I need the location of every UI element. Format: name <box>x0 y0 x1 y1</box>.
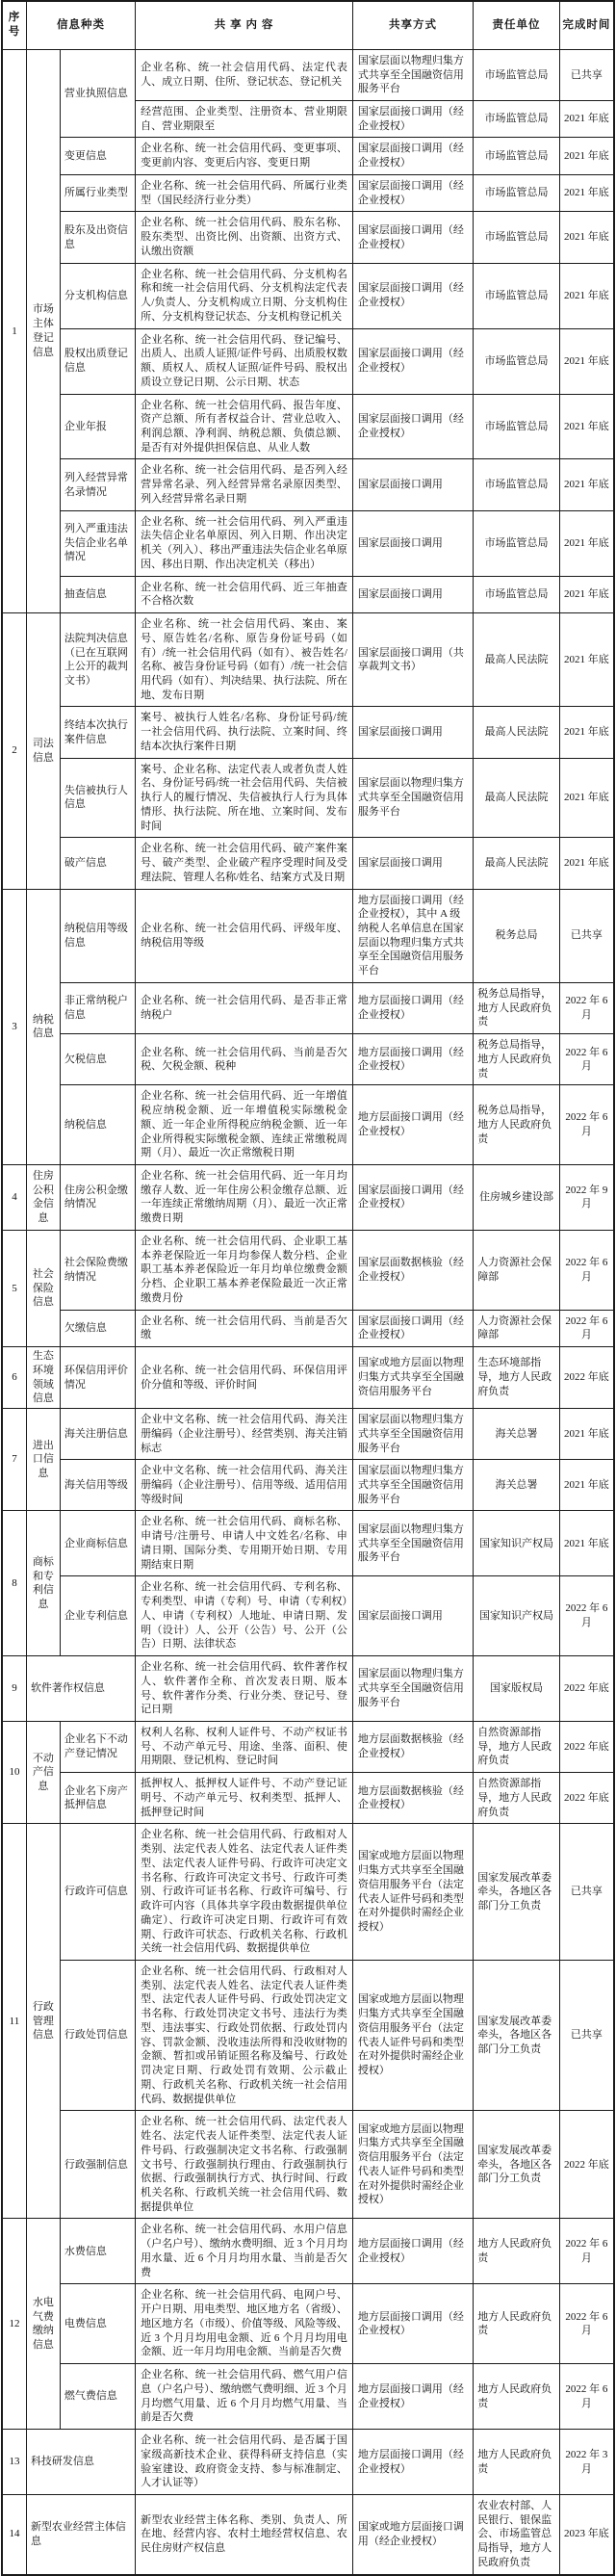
table-row <box>2 49 614 100</box>
info-type-cell: 营业执照信息 <box>60 49 135 138</box>
header-col-method: 共享方式 <box>352 1 473 49</box>
content-cell: 企业名称、统一社会信用代码、当前是否欠税、欠税金额、税种 <box>136 1034 353 1085</box>
unit-cell: 国家发展改革委牵头，各地区各部门分工负责 <box>474 2111 560 2219</box>
unit-cell: 自然资源部指导，地方人民政府负责 <box>474 1773 560 1824</box>
unit-cell: 市场监管总局 <box>474 510 560 576</box>
time-cell: 2022 年底 <box>559 1656 614 1722</box>
header-col-unit: 责任单位 <box>474 1 560 49</box>
info-type-cell: 抽查信息 <box>60 576 135 612</box>
table-row <box>2 394 614 459</box>
table-row <box>2 1310 614 1346</box>
method-cell: 国家层面接口调用 <box>352 459 473 510</box>
method-cell: 国家层面接口调用（经企业授权） <box>352 263 473 328</box>
table-row <box>2 2219 614 2284</box>
time-cell: 2022 年 6 月 <box>559 2364 614 2430</box>
time-cell: 2021 年底 <box>559 1409 614 1460</box>
info-type-cell: 法院判决信息（已在互联网上公开的裁判文书） <box>60 613 135 707</box>
time-cell: 2022 年 3 月 <box>559 2430 614 2495</box>
content-cell: 企业名称、统一社会信用代码、所属行业类型（国民经济行业分类） <box>136 174 353 211</box>
method-cell: 国家或地方层面以物理归集方式共享至全国融资信用服务平台 <box>352 1347 473 1409</box>
row-number-cell: 3 <box>2 889 26 1164</box>
unit-cell: 市场监管总局 <box>474 328 560 394</box>
unit-cell: 税务总局指导，地方人民政府负责 <box>474 982 560 1033</box>
method-cell: 地方层面接口调用（经企业授权） <box>352 2364 473 2430</box>
method-cell: 国家层面以物理归集方式共享至全国融资信用服务平台 <box>352 49 473 100</box>
unit-cell: 税务总局指导，地方人民政府负责 <box>474 1085 560 1165</box>
table-row <box>2 1347 614 1409</box>
unit-cell: 自然资源部指导，地方人民政府负责 <box>474 1721 560 1772</box>
table-row <box>2 2111 614 2219</box>
time-cell: 已共享 <box>559 1961 614 2111</box>
time-cell: 已共享 <box>559 1824 614 1961</box>
time-cell: 2021 年底 <box>559 838 614 889</box>
content-cell: 企业名称、统一社会信用代码、专利名称、专利类型、申请（专利）号、申请（专利权）人、申请（专利权）人地址、申请日期、发明（设计）人、公开（公告）号、公开（公告）日期、法律状态 <box>136 1576 353 1656</box>
unit-cell: 地方人民政府负责 <box>474 2219 560 2284</box>
content-cell: 企业名称、统一社会信用代码、列入严重违法失信企业名单原因、列入日期、作出决定机关（列入）、移出严重违法失信企业名单原因、移出日期、作出决定机关（移出） <box>136 510 353 576</box>
content-cell: 新型农业经营主体名称、类别、负责人、所在地、经营内容、农村土地经营权信息、农民住房财产权信息 <box>136 2494 353 2574</box>
content-cell: 企业名称、统一社会信用代码、当前是否欠缴 <box>136 1310 353 1346</box>
time-cell: 2022 年 6 月 <box>559 2219 614 2284</box>
method-cell: 地方层面接口调用（经企业授权） <box>352 982 473 1033</box>
table-row <box>2 1656 614 1722</box>
time-cell: 2022 年底 <box>559 2111 614 2219</box>
method-cell: 国家或地方层面以物理归集方式共享至全国融资信用服务平台（法定代表人证件号码和类型在对外提供时需经企业授权） <box>352 2111 473 2219</box>
row-number-cell: 2 <box>2 613 26 889</box>
time-cell: 2021 年底 <box>559 1511 614 1576</box>
method-cell: 地方层面接口调用（经企业授权） <box>352 1085 473 1165</box>
info-type-cell: 变更信息 <box>60 138 135 174</box>
content-cell: 企业名称、统一社会信用代码、行政相对人类别、法定代表人姓名、法定代表人证件类型、法定代表人证件号码、行政处罚决定文书名称、行政处罚决定文书号、违法行为类型、违法事实、行政处罚依据、行政处罚内容、罚款金额、没收违法所得和没收财物的金额、暂扣或吊销证照名称及编号、行政处罚决定日期、行政处罚有效期、公示截止期、行政机关名称、行政机关统一社会信用代码、数据提供单位 <box>136 1961 353 2111</box>
content-cell: 企业名称、统一社会信用代码、评级年度、纳税信用等级 <box>136 889 353 982</box>
unit-cell: 国家版权局 <box>474 1656 560 1722</box>
time-cell: 2021 年底 <box>559 707 614 758</box>
info-type-cell: 企业商标信息 <box>60 1511 135 1576</box>
unit-cell: 海关总署 <box>474 1409 560 1460</box>
info-type-cell: 纳税信息 <box>60 1085 135 1165</box>
time-cell: 已共享 <box>559 49 614 100</box>
info-sharing-table <box>1 0 615 2576</box>
method-cell: 国家层面接口调用（经企业授权） <box>352 1165 473 1231</box>
time-cell: 2021 年底 <box>559 174 614 211</box>
method-cell: 国家层面以物理归集方式共享至全国融资信用服务平台 <box>352 1656 473 1722</box>
info-type-cell: 海关注册信息 <box>60 1409 135 1460</box>
unit-cell: 住房城乡建设部 <box>474 1165 560 1231</box>
table-row <box>2 174 614 211</box>
method-cell: 地方层面数据核验（经企业授权） <box>352 1721 473 1772</box>
content-cell: 企业名称、统一社会信用代码、燃气用户信息（户名户号）、缴纳燃气费明细、近 3 个月月均燃气用量、近 6 个月月均燃气用量、当前是否欠费 <box>136 2364 353 2430</box>
info-category-cell: 软件著作权信息 <box>26 1656 135 1722</box>
info-category-cell: 住房公积金信息 <box>26 1165 60 1231</box>
unit-cell: 市场监管总局 <box>474 576 560 612</box>
table-row <box>2 1460 614 1511</box>
time-cell: 2021 年底 <box>559 212 614 263</box>
time-cell: 已共享 <box>559 889 614 982</box>
content-cell: 企业名称、统一社会信用代码、报告年度、资产总额、所有者权益合计、营业总收入、利润总额、净利润、纳税总额、负债总额、是否有对外提供担保信息、从业人数 <box>136 394 353 459</box>
content-cell: 案号、企业名称、法定代表人或者负责人姓名、身份证号码/统一社会信用代码、失信被执行人的履行情况、失信被执行人行为具体情形、执行法院、所在地、立案时间、发布时间 <box>136 758 353 838</box>
info-category-cell: 社会保险信息 <box>26 1230 60 1346</box>
content-cell: 企业名称、统一社会信用代码、法定代表人、成立日期、住所、登记状态、登记机关 <box>136 49 353 100</box>
info-type-cell: 欠税信息 <box>60 1034 135 1085</box>
time-cell: 2022 年底 <box>559 1773 614 1824</box>
content-cell: 企业名称、统一社会信用代码、水用户信息（户名户号）、缴纳水费明细、近 3 个月月均用水量、近 6 个月月均用水量、当前是否欠费 <box>136 2219 353 2284</box>
unit-cell: 税务总局指导，地方人民政府负责 <box>474 1034 560 1085</box>
table-body <box>2 49 614 2574</box>
table-row <box>2 576 614 612</box>
info-category-cell: 新型农业经营主体信息 <box>26 2494 135 2574</box>
unit-cell: 市场监管总局 <box>474 49 560 100</box>
table-header <box>2 1 614 49</box>
info-type-cell: 海关信用等级 <box>60 1460 135 1511</box>
time-cell: 2021 年底 <box>559 459 614 510</box>
header-col-content: 共 享 内 容 <box>136 1 353 49</box>
table-row <box>2 838 614 889</box>
method-cell: 国家或地方层面以物理归集方式共享至全国融资信用服务平台（法定代表人证件号码和类型在对外提供时需经企业授权） <box>352 1824 473 1961</box>
time-cell: 2022 年 6 月 <box>559 982 614 1033</box>
info-category-cell: 司法信息 <box>26 613 60 889</box>
method-cell: 地方层面接口调用（经企业授权） <box>352 2219 473 2284</box>
time-cell: 2021 年底 <box>559 510 614 576</box>
table-row <box>2 1085 614 1165</box>
row-number-cell: 10 <box>2 1721 26 1823</box>
row-number-cell: 12 <box>2 2219 26 2430</box>
table-row <box>2 707 614 758</box>
info-type-cell: 行政处罚信息 <box>60 1961 135 2111</box>
method-cell: 国家层面接口调用（经企业授权） <box>352 394 473 459</box>
table-row <box>2 1824 614 1961</box>
content-cell: 企业名称、统一社会信用代码、电网户号、开户日期、用电类型、地区地方名（省级）、地区地方名（市级）、价值等级、风险等级、近 3 个月月均用电金额、近 6 个月月均用电金额、近一年月均用电金额、当前是否欠费 <box>136 2284 353 2364</box>
info-type-cell: 分支机构信息 <box>60 263 135 328</box>
unit-cell: 市场监管总局 <box>474 459 560 510</box>
time-cell: 2022 年 6 月 <box>559 2284 614 2364</box>
unit-cell: 国家知识产权局 <box>474 1511 560 1576</box>
time-cell: 2021 年底 <box>559 138 614 174</box>
time-cell: 2022 年 6 月 <box>559 1085 614 1165</box>
unit-cell: 人力资源社会保障部 <box>474 1230 560 1310</box>
content-cell: 企业中文名称、统一社会信用代码、海关注册编码（企业注册号）、信用等级、适用信用等级时间 <box>136 1460 353 1511</box>
method-cell: 国家层面接口调用（经企业授权） <box>352 212 473 263</box>
time-cell: 2021 年底 <box>559 758 614 838</box>
time-cell: 2021 年底 <box>559 576 614 612</box>
table-row <box>2 889 614 982</box>
unit-cell: 最高人民法院 <box>474 707 560 758</box>
method-cell: 国家层面接口调用 <box>352 576 473 612</box>
method-cell: 国家层面以物理归集方式共享至全国融资信用服务平台 <box>352 758 473 838</box>
info-type-cell: 欠缴信息 <box>60 1310 135 1346</box>
table-row <box>2 459 614 510</box>
unit-cell: 最高人民法院 <box>474 613 560 707</box>
info-type-cell: 水费信息 <box>60 2219 135 2284</box>
info-type-cell: 企业专利信息 <box>60 1576 135 1656</box>
method-cell: 地方层面接口调用（经企业授权） <box>352 2284 473 2364</box>
row-number-cell: 9 <box>2 1656 26 1722</box>
content-cell: 企业名称、统一社会信用代码、软件著作权人、软件著作全称、首次发表日期、版本号、软件著作分类、行业分类、登记号、登记日期 <box>136 1656 353 1722</box>
unit-cell: 生态环境部指导，地方人民政府负责 <box>474 1347 560 1409</box>
content-cell: 抵押权人、抵押权人证件号、不动产登记证明号、不动产单元号、权利类型、抵押人、抵押登记时间 <box>136 1773 353 1824</box>
unit-cell: 市场监管总局 <box>474 101 560 138</box>
content-cell: 企业名称、统一社会信用代码、案由、案号、原告姓名/名称、原告身份证号码（如有）/统一社会信用代码（如有）、被告姓名/名称、被告身份证号码（如有）/统一社会信用代码（如有）、判决结果、执行法院、所在地、发布日期 <box>136 613 353 707</box>
info-type-cell: 燃气费信息 <box>60 2364 135 2430</box>
info-category-cell: 生态环境领域信息 <box>26 1347 60 1409</box>
time-cell: 2022 年 6 月 <box>559 1310 614 1346</box>
unit-cell: 市场监管总局 <box>474 394 560 459</box>
method-cell: 国家层面接口调用 <box>352 838 473 889</box>
info-type-cell: 破产信息 <box>60 838 135 889</box>
table-row <box>2 1773 614 1824</box>
unit-cell: 海关总署 <box>474 1460 560 1511</box>
unit-cell: 最高人民法院 <box>474 838 560 889</box>
info-type-cell: 列入严重违法失信企业名单情况 <box>60 510 135 576</box>
content-cell: 企业名称、统一社会信用代码、是否列入经营异常名录、列入经营异常名录原因类型、列入经营异常名录日期 <box>136 459 353 510</box>
method-cell: 国家层面接口调用（经企业授权） <box>352 138 473 174</box>
unit-cell: 市场监管总局 <box>474 174 560 211</box>
table-row <box>2 328 614 394</box>
info-type-cell: 股东及出资信息 <box>60 212 135 263</box>
row-number-cell: 1 <box>2 49 26 612</box>
info-type-cell: 企业名下房产抵押信息 <box>60 1773 135 1824</box>
table-row <box>2 1034 614 1085</box>
method-cell: 国家层面接口调用（经企业授权） <box>352 328 473 394</box>
method-cell: 国家层面接口调用 <box>352 510 473 576</box>
info-type-cell: 企业年报 <box>60 394 135 459</box>
method-cell: 国家层面接口调用（经企业授权） <box>352 1310 473 1346</box>
table-row <box>2 982 614 1033</box>
table-row <box>2 1961 614 2111</box>
table-row <box>2 2494 614 2574</box>
info-type-cell: 电费信息 <box>60 2284 135 2364</box>
content-cell: 权利人名称、权利人证件号、不动产权证书号、不动产单元号、用途、坐落、面积、使用期限、登记机构、登记时间 <box>136 1721 353 1772</box>
content-cell: 企业名称、统一社会信用代码、商标名称、申请号/注册号、申请人中文姓名/名称、申请日期、国际分类、专用期开始日期、专用期结束日期 <box>136 1511 353 1576</box>
info-type-cell: 所属行业类型 <box>60 174 135 211</box>
row-number-cell: 7 <box>2 1409 26 1511</box>
info-type-cell: 股权出质登记信息 <box>60 328 135 394</box>
time-cell: 2022 年 9 月 <box>559 1165 614 1231</box>
content-cell: 企业名称、统一社会信用代码、登记编号、出质人、出质人证照/证件号码、出质股权数额、质权人、质权人证照/证件号码、股权出质设立登记日期、公示日期、状态 <box>136 328 353 394</box>
method-cell: 地方层面接口调用（经企业授权），其中 A 级纳税人名单信息在国家层面以物理归集方式共享至全国融资信用服务平台 <box>352 889 473 982</box>
time-cell: 2021 年底 <box>559 613 614 707</box>
info-type-cell: 行政许可信息 <box>60 1824 135 1961</box>
unit-cell: 市场监管总局 <box>474 212 560 263</box>
row-number-cell: 14 <box>2 2494 26 2574</box>
unit-cell: 最高人民法院 <box>474 758 560 838</box>
unit-cell: 地方人民政府负责 <box>474 2430 560 2495</box>
time-cell: 2021 年底 <box>559 263 614 328</box>
info-category-cell: 科技研发信息 <box>26 2430 135 2495</box>
method-cell: 国家层面以物理归集方式共享至全国融资信用服务平台 <box>352 1409 473 1460</box>
method-cell: 地方层面接口调用（经企业授权） <box>352 2430 473 2495</box>
method-cell: 国家或地方层面接口调用（经企业授权） <box>352 2494 473 2574</box>
unit-cell: 税务总局 <box>474 889 560 982</box>
method-cell: 国家或地方层面以物理归集方式共享至全国融资信用服务平台（法定代表人证件号码和类型在对外提供时需经企业授权） <box>352 1961 473 2111</box>
row-number-cell: 13 <box>2 2430 26 2495</box>
method-cell: 国家层面接口调用（经企业授权） <box>352 174 473 211</box>
time-cell: 2022 年底 <box>559 1347 614 1409</box>
content-cell: 经营范围、企业类型、注册资本、营业期限自、营业期限至 <box>136 101 353 138</box>
unit-cell: 国家知识产权局 <box>474 1576 560 1656</box>
table-row <box>2 758 614 838</box>
info-category-cell: 商标和专利信息 <box>26 1511 60 1656</box>
unit-cell: 地方人民政府负责 <box>474 2364 560 2430</box>
method-cell: 国家层面以物理归集方式共享至全国融资信用服务平台 <box>352 1460 473 1511</box>
table-row <box>2 1576 614 1656</box>
table-row <box>2 613 614 707</box>
content-cell: 企业名称、统一社会信用代码、股东名称、股东类型、出资比例、出资额、出资方式、认缴出资额 <box>136 212 353 263</box>
time-cell: 2022 年底 <box>559 1721 614 1772</box>
row-number-cell: 8 <box>2 1511 26 1656</box>
table-row <box>2 510 614 576</box>
info-type-cell: 社会保险费缴纳情况 <box>60 1230 135 1310</box>
content-cell: 企业名称、统一社会信用代码、破产案件案号、破产类型、企业破产程序受理时间及受理法院、管理人名称/姓名、结案方式及日期 <box>136 838 353 889</box>
info-category-cell: 纳税信息 <box>26 889 60 1164</box>
info-type-cell: 失信被执行人信息 <box>60 758 135 838</box>
table-row <box>2 1721 614 1772</box>
table-row <box>2 2364 614 2430</box>
header-col-info-type: 信息种类 <box>26 1 135 49</box>
info-type-cell: 非正常纳税户信息 <box>60 982 135 1033</box>
table-row <box>2 1409 614 1460</box>
info-type-cell: 行政强制信息 <box>60 2111 135 2219</box>
info-type-cell: 环保信用评价情况 <box>60 1347 135 1409</box>
info-category-cell: 行政管理信息 <box>26 1824 60 2219</box>
row-number-cell: 5 <box>2 1230 26 1346</box>
content-cell: 企业名称、统一社会信用代码、近一年增值税应纳税金额、近一年增值税实际缴税金额、近一年企业所得税应纳税金额、近一年企业所得税实际缴税金额、连续正常缴税周期（月）、最近一次正常缴税日期 <box>136 1085 353 1165</box>
unit-cell: 人力资源社会保障部 <box>474 1310 560 1346</box>
info-type-cell: 纳税信用等级信息 <box>60 889 135 982</box>
unit-cell: 市场监管总局 <box>474 138 560 174</box>
time-cell: 2021 年底 <box>559 1460 614 1511</box>
unit-cell: 地方人民政府负责 <box>474 2284 560 2364</box>
content-cell: 企业中文名称、统一社会信用代码、海关注册编码（企业注册号）、经营类别、海关注销标志 <box>136 1409 353 1460</box>
info-category-cell: 不动产信息 <box>26 1721 60 1823</box>
time-cell: 2022 年 6 月 <box>559 1230 614 1310</box>
table-row <box>2 1511 614 1576</box>
header-col-time: 完成时间 <box>559 1 614 49</box>
time-cell: 2021 年底 <box>559 394 614 459</box>
time-cell: 2021 年底 <box>559 101 614 138</box>
method-cell: 国家层面接口调用 <box>352 1576 473 1656</box>
content-cell: 企业名称、统一社会信用代码、近一年月均缴存人数、近一年住房公积金缴存总额、近一年连续正常缴纳周期（月）、最近一次正常缴费日期 <box>136 1165 353 1231</box>
table-row <box>2 1230 614 1310</box>
unit-cell: 农业农村部、人民银行、银保监会、市场监管总局指导，地方人民政府负责 <box>474 2494 560 2574</box>
method-cell: 国家层面接口调用 <box>352 707 473 758</box>
info-type-cell: 列入经营异常名录情况 <box>60 459 135 510</box>
table-row <box>2 138 614 174</box>
unit-cell: 市场监管总局 <box>474 263 560 328</box>
content-cell: 案号、被执行人姓名/名称、身份证号码/统一社会信用代码、执行法院、立案时间、终结本次执行案件日期 <box>136 707 353 758</box>
method-cell: 地方层面数据核验（经企业授权） <box>352 1773 473 1824</box>
info-category-cell: 市场主体登记信息 <box>26 49 60 612</box>
unit-cell: 国家发展改革委牵头，各地区各部门分工负责 <box>474 1824 560 1961</box>
unit-cell: 国家发展改革委牵头，各地区各部门分工负责 <box>474 1961 560 2111</box>
row-number-cell: 11 <box>2 1824 26 2219</box>
content-cell: 企业名称、统一社会信用代码、法定代表人姓名、法定代表人证件类型、法定代表人证件号码、行政强制决定文书名称、行政强制文书号、行政强制执行理由、行政强制执行依据、行政强制执行方式、执行时间、行政机关名称、行政机关统一社会信用代码、数据提供单位 <box>136 2111 353 2219</box>
content-cell: 企业名称、统一社会信用代码、环保信用评价分值和等级、评价时间 <box>136 1347 353 1409</box>
table-row <box>2 2284 614 2364</box>
method-cell: 国家层面接口调用（经企业授权） <box>352 101 473 138</box>
info-type-cell: 企业名下不动产登记情况 <box>60 1721 135 1772</box>
content-cell: 企业名称、统一社会信用代码、是否属于国家级高新技术企业、获得科研支持信息（实验室建设、政府资金支持、参与标准制定、人才认证等） <box>136 2430 353 2495</box>
method-cell: 国家层面接口调用（共享裁判文书） <box>352 613 473 707</box>
info-type-cell: 住房公积金缴纳情况 <box>60 1165 135 1231</box>
time-cell: 2022 年 6 月 <box>559 1034 614 1085</box>
info-category-cell: 进出口信息 <box>26 1409 60 1511</box>
header-col-number: 序号 <box>2 1 26 49</box>
info-type-cell: 终结本次执行案件信息 <box>60 707 135 758</box>
table-row <box>2 212 614 263</box>
method-cell: 地方层面接口调用（经企业授权） <box>352 1034 473 1085</box>
content-cell: 企业名称、统一社会信用代码、是否非正常纳税户 <box>136 982 353 1033</box>
content-cell: 企业名称、统一社会信用代码、行政相对人类别、法定代表人姓名、法定代表人证件类型、法定代表人证件号码、行政许可决定文书名称、行政许可决定文书号、行政许可类别、行政许可证书名称、行政许可编号、行政许可内容（具体共享字段由数据提供单位确定）、行政许可决定日期、行政许可有效期、行政许可状态、行政机关名称、行政机关统一社会信用代码、数据提供单位 <box>136 1824 353 1961</box>
time-cell: 2021 年底 <box>559 328 614 394</box>
time-cell: 2023 年底 <box>559 2494 614 2574</box>
method-cell: 国家层面数据核验（经企业授权） <box>352 1230 473 1310</box>
content-cell: 企业名称、统一社会信用代码、企业职工基本养老保险近一年月均参保人数分档、企业职工基本养老保险近一年月均单位缴费金额分档、企业职工基本养老保险最近一次正常缴费月份 <box>136 1230 353 1310</box>
table-row <box>2 263 614 328</box>
table-row <box>2 1165 614 1231</box>
content-cell: 企业名称、统一社会信用代码、分支机构名称和统一社会信用代码、分支机构法定代表人/负责人、分支机构成立日期、分支机构住所、分支机构登记状态、分支机构登记机关 <box>136 263 353 328</box>
method-cell: 国家层面以物理归集方式共享至全国融资信用服务平台 <box>352 1511 473 1576</box>
table-row <box>2 2430 614 2495</box>
info-category-cell: 水电气费缴纳信息 <box>26 2219 60 2430</box>
content-cell: 企业名称、统一社会信用代码、变更事项、变更前内容、变更后内容、变更日期 <box>136 138 353 174</box>
row-number-cell: 6 <box>2 1347 26 1409</box>
row-number-cell: 4 <box>2 1165 26 1231</box>
time-cell: 2022 年 6 月 <box>559 1576 614 1656</box>
content-cell: 企业名称、统一社会信用代码、近三年抽查不合格次数 <box>136 576 353 612</box>
